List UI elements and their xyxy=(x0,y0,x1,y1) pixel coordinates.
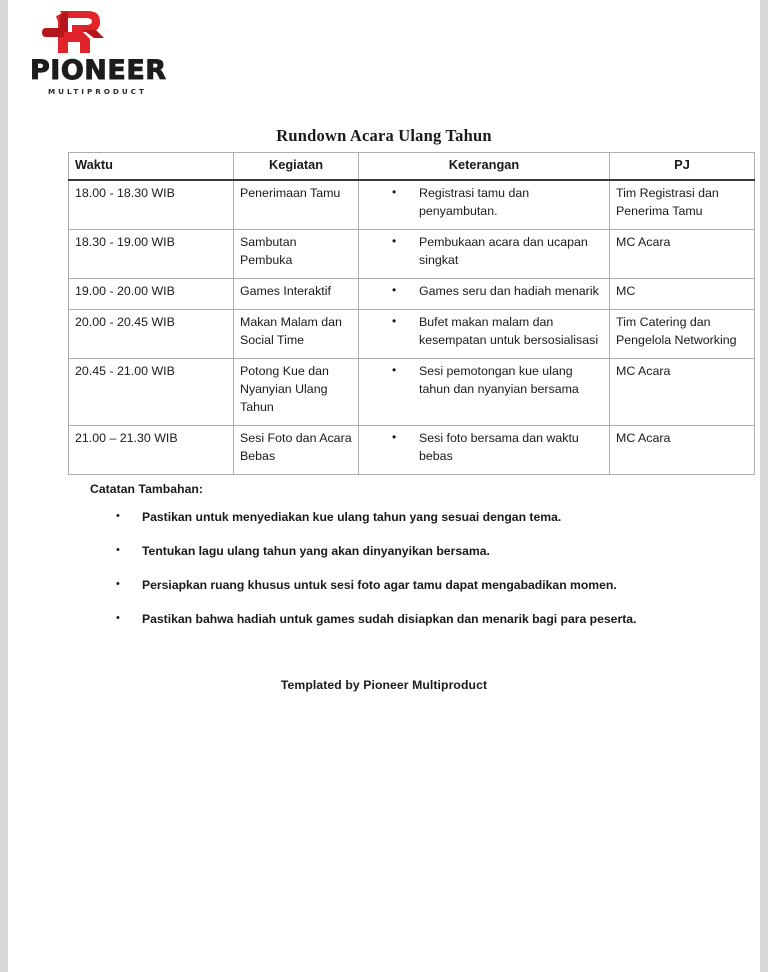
cell-keterangan xyxy=(359,278,610,309)
keterangan-list xyxy=(365,430,603,466)
table-row xyxy=(69,358,755,425)
table-row xyxy=(69,229,755,278)
table-row xyxy=(69,278,755,309)
keterangan-list xyxy=(365,314,603,350)
keterangan-list xyxy=(365,283,603,301)
logo-tagline: MULTIPRODUCT xyxy=(48,87,147,96)
cell-pj: MC Acara xyxy=(610,358,755,425)
keterangan-text: Bufet makan malam dan kesempatan untuk bersosialisasi xyxy=(419,314,599,347)
cell-waktu: 18.00 - 18.30 WIB xyxy=(69,180,234,229)
cell-pj: MC xyxy=(610,278,755,309)
keterangan-list xyxy=(365,363,603,399)
document-page xyxy=(8,0,760,972)
additional-notes-section xyxy=(90,482,690,645)
keterangan-item xyxy=(365,234,603,270)
bullet-icon: • xyxy=(116,543,120,556)
cell-keterangan xyxy=(359,180,610,229)
cell-kegiatan: Games Interaktif xyxy=(234,278,359,309)
note-item xyxy=(90,544,690,560)
cell-keterangan xyxy=(359,425,610,474)
cell-keterangan xyxy=(359,358,610,425)
note-text: Pastikan untuk menyediakan kue ulang tahun yang sesuai dengan tema. xyxy=(142,510,562,524)
keterangan-item xyxy=(365,283,603,301)
cell-waktu: 21.00 – 21.30 WIB xyxy=(69,425,234,474)
bullet-icon: • xyxy=(116,510,120,522)
keterangan-item xyxy=(365,314,603,350)
column-header-waktu: Waktu xyxy=(69,153,234,181)
cell-kegiatan: Potong Kue dan Nyanyian Ulang Tahun xyxy=(234,358,359,425)
table-row xyxy=(69,180,755,229)
cell-kegiatan: Penerimaan Tamu xyxy=(234,180,359,229)
bullet-icon: • xyxy=(116,577,120,590)
bullet-icon: • xyxy=(392,233,397,248)
cell-pj: MC Acara xyxy=(610,425,755,474)
keterangan-text: Games seru dan hadiah menarik xyxy=(419,283,599,298)
note-item xyxy=(90,510,690,526)
cell-pj: Tim Catering dan Pengelola Networking xyxy=(610,309,755,358)
cell-waktu: 19.00 - 20.00 WIB xyxy=(69,278,234,309)
rundown-table xyxy=(68,152,755,475)
document-footer: Templated by Pioneer Multiproduct xyxy=(280,678,488,692)
keterangan-text: Pembukaan acara dan ucapan singkat xyxy=(419,234,588,267)
notes-list xyxy=(90,510,690,627)
note-text: Persiapkan ruang khusus untuk sesi foto agar tamu dapat mengabadikan momen. xyxy=(142,577,617,592)
cell-waktu: 18.30 - 19.00 WIB xyxy=(69,229,234,278)
column-header-keterangan: Keterangan xyxy=(359,153,610,181)
keterangan-list xyxy=(365,234,603,270)
bullet-icon: • xyxy=(392,282,397,297)
cell-pj: MC Acara xyxy=(610,229,755,278)
keterangan-text: Registrasi tamu dan penyambutan. xyxy=(419,186,530,218)
page-title: Rundown Acara Ulang Tahun xyxy=(276,126,492,145)
logo-wordmark: PIONEER xyxy=(30,55,167,86)
keterangan-list xyxy=(365,185,603,221)
cell-keterangan xyxy=(359,309,610,358)
cell-waktu: 20.00 - 20.45 WIB xyxy=(69,309,234,358)
keterangan-text: Sesi foto bersama dan waktu bebas xyxy=(419,430,579,463)
cell-waktu: 20.45 - 21.00 WIB xyxy=(69,358,234,425)
pioneer-p-mark-icon xyxy=(38,8,114,56)
column-header-pj: PJ xyxy=(610,153,755,181)
pioneer-logo xyxy=(30,8,190,96)
bullet-icon: • xyxy=(116,611,120,624)
table-row xyxy=(69,309,755,358)
note-text: Pastikan bahwa hadiah untuk games sudah disiapkan dan menarik bagi para peserta. xyxy=(142,611,637,626)
cell-kegiatan: Makan Malam dan Social Time xyxy=(234,309,359,358)
table-header-row xyxy=(69,153,755,181)
table-row xyxy=(69,425,755,474)
keterangan-item xyxy=(365,363,603,399)
cell-kegiatan: Sambutan Pembuka xyxy=(234,229,359,278)
note-text: Tentukan lagu ulang tahun yang akan dinyanyikan bersama. xyxy=(142,543,490,558)
bullet-icon: • xyxy=(392,429,397,444)
bullet-icon: • xyxy=(392,313,397,328)
keterangan-item xyxy=(365,430,603,466)
cell-pj: Tim Registrasi dan Penerima Tamu xyxy=(610,180,755,229)
keterangan-text: Sesi pemotongan kue ulang tahun dan nyanyian bersama xyxy=(419,363,579,396)
column-header-kegiatan: Kegiatan xyxy=(234,153,359,181)
cell-keterangan xyxy=(359,229,610,278)
bullet-icon: • xyxy=(392,185,397,199)
note-item xyxy=(90,612,690,628)
table-body xyxy=(69,180,755,474)
note-item xyxy=(90,578,690,594)
bullet-icon: • xyxy=(392,362,397,377)
cell-kegiatan: Sesi Foto dan Acara Bebas xyxy=(234,425,359,474)
notes-title: Catatan Tambahan: xyxy=(90,482,204,496)
keterangan-item xyxy=(365,185,603,221)
